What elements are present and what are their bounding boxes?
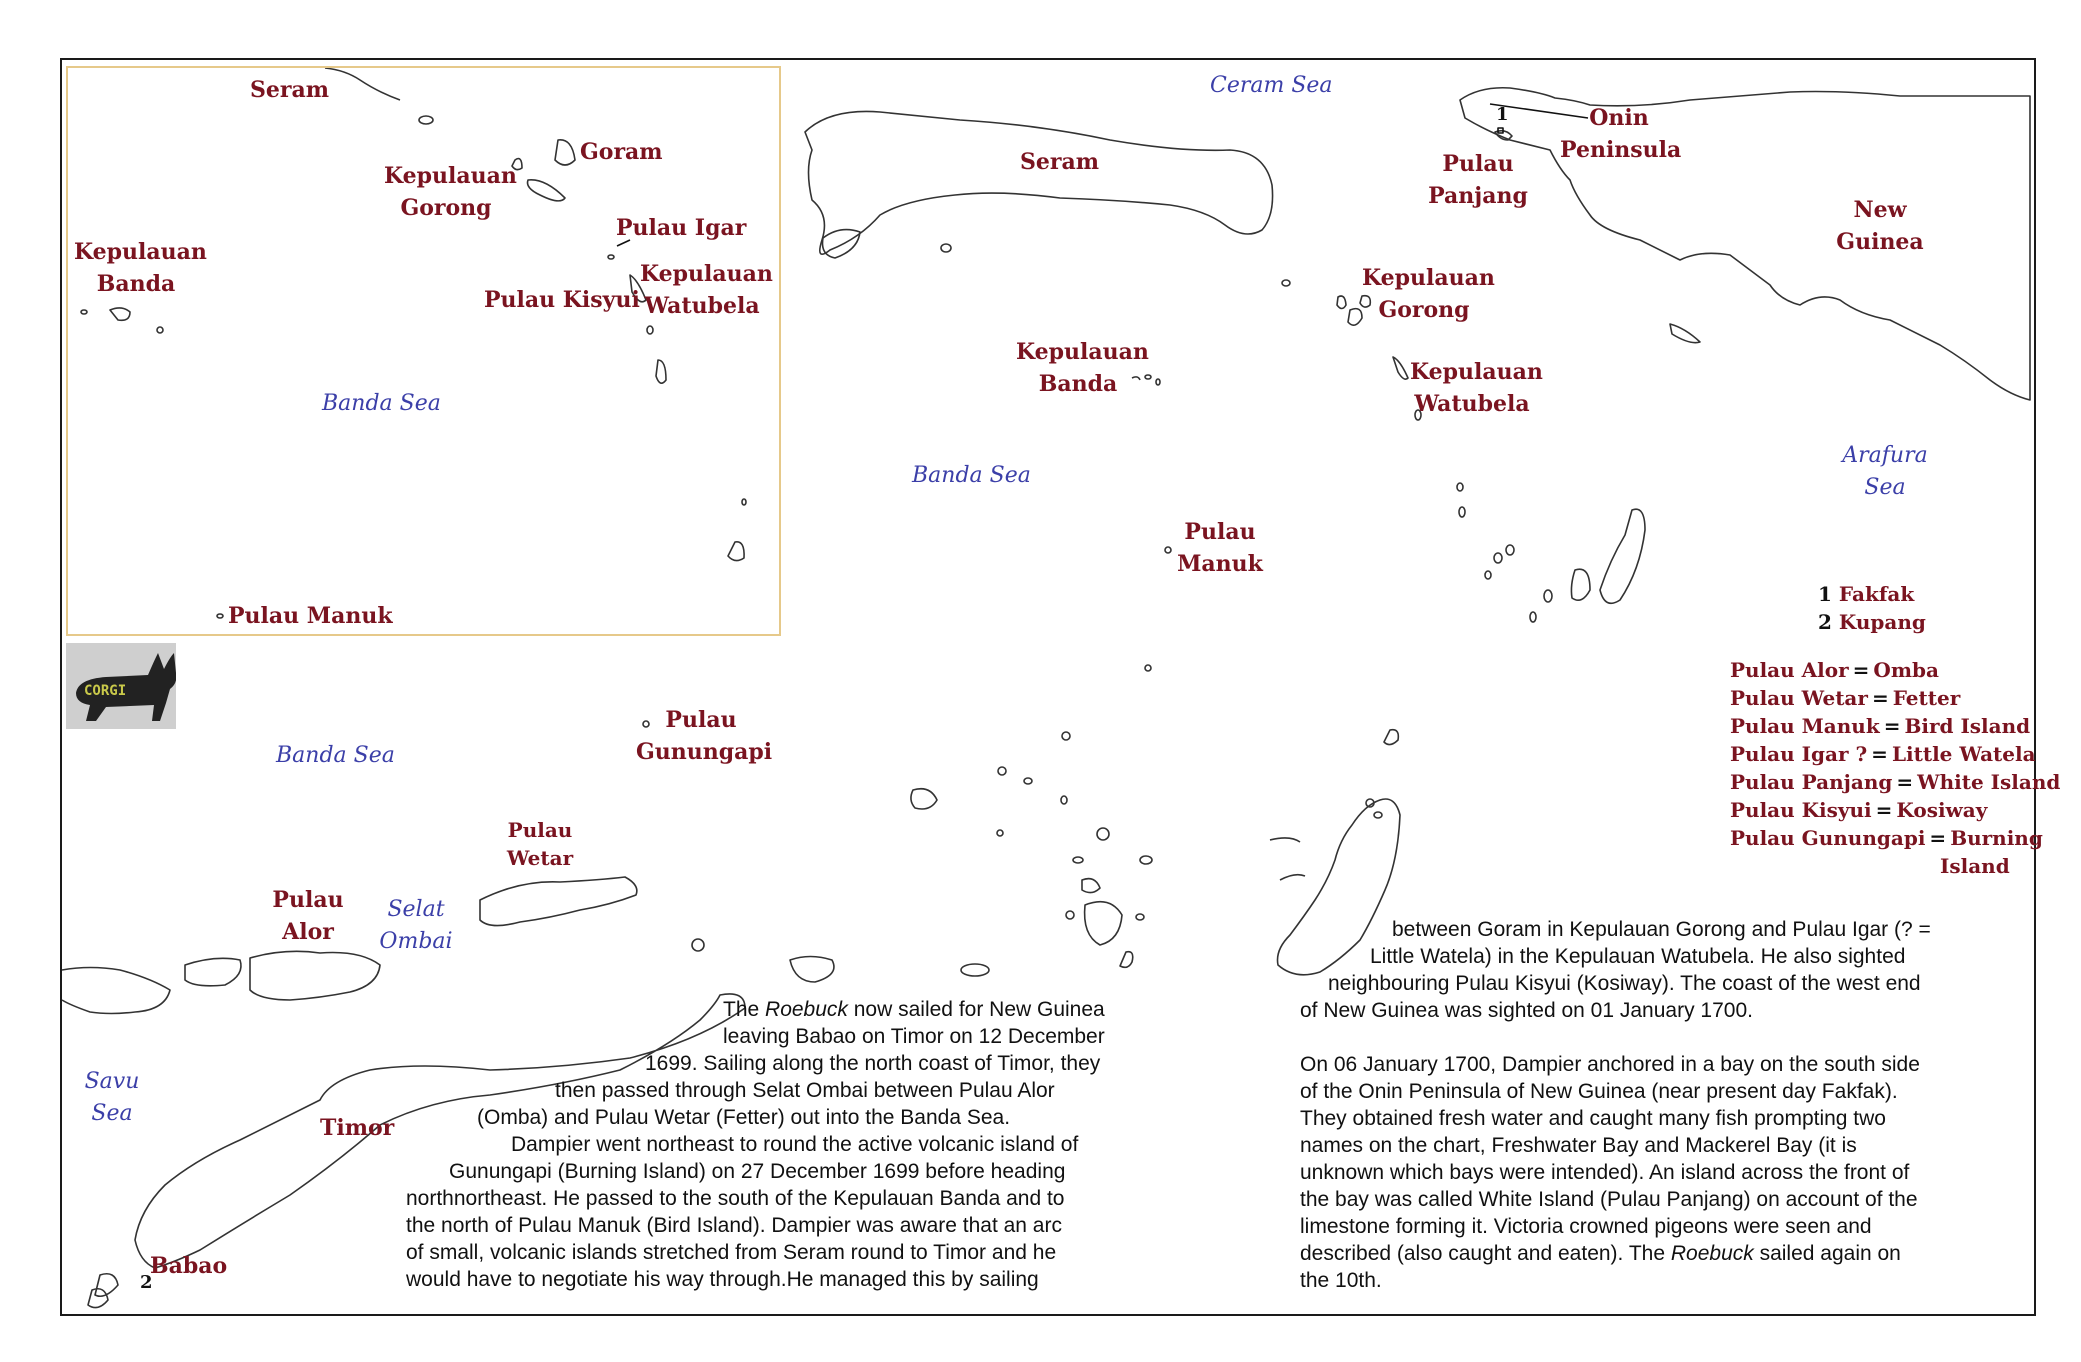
- islet: [961, 964, 989, 976]
- inset-label-kep-gorong: Kepulauan Gorong: [384, 163, 517, 221]
- island: [790, 957, 834, 983]
- text-line: 1699. Sailing along the north coast of Timor, they: [645, 1052, 1101, 1075]
- label-babao: Babao: [150, 1253, 228, 1279]
- text-line: of New Guinea was sighted on 01 January 1700.: [1300, 999, 1753, 1022]
- islet: [1485, 571, 1491, 579]
- text-line: then passed through Selat Ombai between Pulau Alor: [555, 1079, 1055, 1102]
- kai-island: [1571, 569, 1590, 600]
- inset-label-pulau-manuk: Pulau Manuk: [228, 603, 393, 629]
- island: [1082, 879, 1100, 893]
- key-legend: [1818, 580, 1926, 636]
- island: [1120, 952, 1133, 968]
- island: [1670, 324, 1700, 343]
- kai-island: [1600, 509, 1645, 603]
- watubela-island: [1393, 357, 1408, 379]
- label-kep-watubela: Kepulauan Watubela: [1410, 359, 1543, 417]
- text-line: neighbouring Pulau Kisyui (Kosiway). The coast of the west end: [1328, 972, 1921, 995]
- islet: [1457, 483, 1463, 491]
- label-pulau-alor: Pulau Alor: [272, 887, 344, 945]
- text-line: of the Onin Peninsula of New Guinea (near present day Fakfak).: [1300, 1080, 1898, 1103]
- equivalent-row: Pulau Kisyui = Kosiway: [1730, 798, 1988, 822]
- equivalent-row: Pulau Manuk = Bird Island: [1730, 714, 2031, 738]
- alor-island: [250, 951, 380, 1000]
- seram-island: [805, 111, 1273, 254]
- text-line: the bay was called White Island (Pulau Panjang) on account of the: [1300, 1188, 1918, 1211]
- islet: [1459, 507, 1465, 517]
- islet: [1374, 812, 1382, 818]
- text-line: They obtained fresh water and caught many fish prompting two: [1300, 1107, 1886, 1130]
- label-pulau-manuk: Pulau Manuk: [1177, 519, 1263, 577]
- equivalent-row: Pulau Panjang = White Island: [1730, 770, 2061, 794]
- label-banda-sea: Banda Sea: [912, 463, 1031, 488]
- islet: [1024, 778, 1032, 784]
- inset-label-pulau-kisyui: Pulau Kisyui: [484, 287, 640, 313]
- islet: [998, 767, 1006, 775]
- equivalent-row: Pulau Igar ? = Little Watela: [1730, 742, 2036, 766]
- label-pulau-gunungapi: Pulau Gunungapi: [636, 707, 773, 765]
- islet: [1530, 612, 1536, 622]
- inset-label-kep-watubela: Kepulauan Watubela: [640, 261, 773, 319]
- text-line: Little Watela) in the Kepulauan Watubela. He also sighted: [1370, 945, 1906, 968]
- tanimbar-west-islets: [1270, 838, 1305, 880]
- islet: [1062, 732, 1070, 740]
- inset-label-pulau-igar: Pulau Igar: [616, 215, 747, 241]
- label-pulau-panjang: Pulau Panjang: [1428, 151, 1528, 209]
- label-kep-gorong: Kepulauan Gorong: [1362, 265, 1495, 323]
- new-guinea-coast: [1460, 88, 2030, 400]
- text-line: would have to negotiate his way through.He managed this by sailing: [406, 1268, 1039, 1291]
- narrative-text-right: [1300, 916, 2040, 1294]
- equivalent-row: Pulau Gunungapi = Burning: [1730, 826, 2043, 850]
- label-selat-ombai: Selat Ombai: [379, 897, 453, 954]
- islet: [1136, 914, 1144, 920]
- label-seram: Seram: [1020, 149, 1100, 175]
- banda-islet: [1145, 375, 1151, 379]
- islet: [1494, 553, 1502, 563]
- banda-islet: [1156, 379, 1160, 385]
- label-timor: Timor: [320, 1115, 395, 1141]
- label-kep-banda: Kepulauan Banda: [1016, 339, 1149, 397]
- island: [1384, 730, 1398, 745]
- label-pulau-wetar: Pulau Wetar: [506, 818, 574, 870]
- text-line: northnortheast. He passed to the south of the Kepulauan Banda and to: [406, 1187, 1065, 1210]
- equivalent-row: Pulau Wetar = Fetter: [1730, 686, 1961, 710]
- marker-2-label: 2: [140, 1272, 153, 1293]
- equivalent-row-continuation: Island: [1940, 854, 2010, 878]
- inset-label-goram: Goram: [580, 139, 663, 165]
- label-ceram-sea: Ceram Sea: [1210, 73, 1333, 98]
- name-equivalents-list: [1730, 656, 2060, 880]
- text-line: the north of Pulau Manuk (Bird Island). Dampier was aware that an arc: [406, 1214, 1062, 1237]
- key-item-1: 1 Fakfak: [1818, 582, 1915, 606]
- text-line: Dampier went northeast to round the active volcanic island of: [511, 1133, 1079, 1156]
- island: [911, 789, 937, 809]
- corgi-logo: [66, 643, 176, 729]
- marker-1-label: 1: [1496, 104, 1509, 125]
- narrative-text-left: [0, 996, 1180, 1293]
- islet: [1282, 280, 1290, 286]
- text-line: On 06 January 1700, Dampier anchored in a bay on the south side: [1300, 1053, 1920, 1076]
- text-line: The Roebuck now sailed for New Guinea: [723, 998, 1105, 1021]
- inset-label-seram: Seram: [250, 77, 330, 103]
- text-spacer: [1300, 1024, 2040, 1051]
- equivalent-row: Pulau Alor = Omba: [1730, 658, 1939, 682]
- inset-map-frame: [66, 66, 781, 636]
- islet: [1506, 545, 1514, 555]
- inset-label-banda-sea: Banda Sea: [322, 391, 441, 416]
- islet: [692, 939, 704, 951]
- text-line: of small, volcanic islands stretched from Seram round to Timor and he: [406, 1241, 1057, 1264]
- islet: [1066, 911, 1074, 919]
- islet: [1544, 590, 1552, 602]
- islet: [997, 830, 1003, 836]
- islet: [941, 244, 951, 252]
- text-line: described (also caught and eaten). The Roebuck sailed again on: [1300, 1242, 1901, 1265]
- text-line: names on the chart, Freshwater Bay and Mackerel Bay (it is: [1300, 1134, 1857, 1157]
- gorong-island: [1348, 309, 1362, 326]
- islet: [1073, 857, 1083, 863]
- label-onin-peninsula: Onin Peninsula: [1560, 105, 1682, 163]
- islet: [1145, 665, 1151, 671]
- text-line: the 10th.: [1300, 1269, 1382, 1292]
- island: [1085, 902, 1122, 945]
- islet: [1061, 796, 1067, 804]
- wetar-island: [480, 877, 637, 926]
- text-line: between Goram in Kepulauan Gorong and Pulau Igar (? =: [1392, 918, 1931, 941]
- seram-west-islet: [823, 230, 861, 258]
- label-savu-sea: Savu Sea: [84, 1069, 140, 1126]
- label-banda-sea-south: Banda Sea: [276, 743, 395, 768]
- label-arafura-sea: Arafura Sea: [1842, 443, 1928, 500]
- text-line: (Omba) and Pulau Wetar (Fetter) out into the Banda Sea.: [477, 1106, 1011, 1129]
- islet: [1097, 828, 1109, 840]
- text-line: leaving Babao on Timor on 12 December: [723, 1025, 1105, 1048]
- text-line: Gunungapi (Burning Island) on 27 December 1699 before heading: [449, 1160, 1066, 1183]
- inset-label-kep-banda: Kepulauan Banda: [74, 239, 207, 297]
- logo-text: CORGI: [84, 683, 127, 699]
- islet: [1140, 856, 1152, 864]
- gorong-island: [1337, 296, 1346, 309]
- label-new-guinea: New Guinea: [1836, 197, 1924, 255]
- text-line: unknown which bays were intended). An island across the front of: [1300, 1161, 1910, 1184]
- text-line: limestone forming it. Victoria crowned pigeons were seen and: [1300, 1215, 1872, 1238]
- key-item-2: 2 Kupang: [1818, 610, 1926, 634]
- alor-island-west: [185, 958, 241, 985]
